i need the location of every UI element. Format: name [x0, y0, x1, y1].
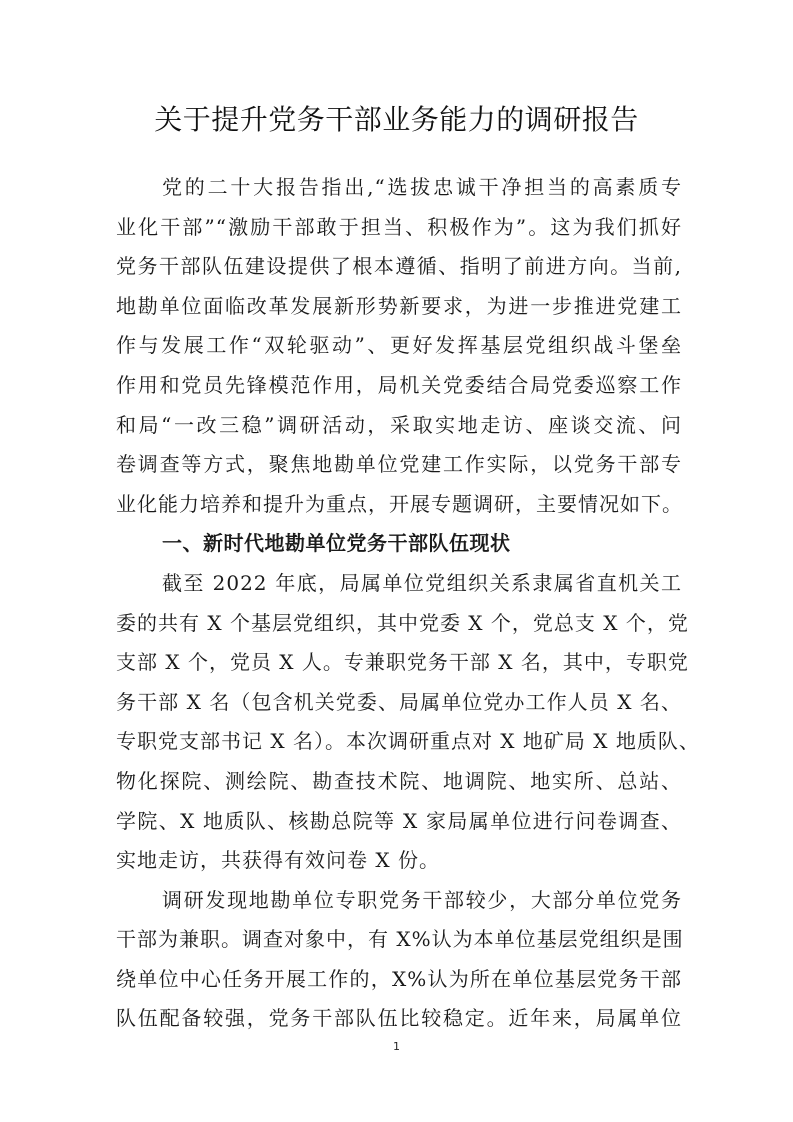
text-line: 实地走访，共获得有效问卷 X 份。: [116, 848, 440, 873]
text-line: 作用和党员先锋模范作用，局机关党委结合局党委巡察工作: [116, 372, 682, 397]
text-line: 务干部 X 名（包含机关党委、局属单位党办工作人员 X 名、: [116, 689, 682, 714]
paragraph-intro: [116, 168, 682, 524]
text-line: 党务干部队伍建设提供了根本遵循、指明了前进方向。当前,: [116, 254, 682, 279]
paragraph-findings: [116, 881, 682, 1039]
text-line: 绕单位中心任务开展工作的，X%认为所在单位基层党务干部: [116, 966, 682, 991]
text-line: 截至 2022 年底，局属单位党组织关系隶属省直机关工: [162, 570, 682, 595]
section-heading: 一、新时代地勘单位党务干部队伍现状: [162, 531, 511, 556]
text-line: 委的共有 X 个基层党组织，其中党委 X 个，党总支 X 个，党: [116, 610, 689, 635]
document-body: [116, 168, 700, 1039]
text-line: 地勘单位面临改革发展新形势新要求，为进一步推进党建工: [116, 293, 682, 318]
text-line: 业化能力培养和提升为重点，开展专题调研，主要情况如下。: [116, 491, 683, 516]
document-title: 关于提升党务干部业务能力的调研报告: [154, 103, 639, 136]
text-line: 卷调查等方式，聚焦地勘单位党建工作实际，以党务干部专: [116, 452, 682, 477]
text-line: 业化干部”“激励干部敢于担当、积极作为”。这为我们抓好: [116, 214, 682, 239]
text-line: 干部为兼职。调查对象中，有 X%认为本单位基层党组织是围: [116, 927, 684, 952]
text-line: 物化探院、测绘院、勘查技术院、地调院、地实所、总站、: [116, 768, 682, 793]
paragraph-status: [116, 564, 700, 881]
text-line: 调研发现地勘单位专职党务干部较少，大部分单位党务: [162, 887, 682, 912]
text-line: 专职党支部书记 X 名）。本次调研重点对 X 地矿局 X 地质队、: [116, 729, 700, 754]
page-number: 1: [393, 1040, 400, 1053]
text-line: 党的二十大报告指出,“选拔忠诚干净担当的高素质专: [162, 175, 682, 199]
text-line: 和局“一改三稳”调研活动，采取实地走访、座谈交流、问: [116, 412, 682, 437]
text-line: 支部 X 个，党员 X 人。专兼职党务干部 X 名，其中，专职党: [116, 650, 689, 675]
text-line: 作与发展工作“双轮驱动”、更好发挥基层党组织战斗堡垒: [116, 333, 682, 358]
text-line: 学院、X 地质队、核勘总院等 X 家局属单位进行问卷调查、: [116, 808, 682, 833]
text-line: 队伍配备较强，党务干部队伍比较稳定。近年来，局属单位: [116, 1006, 682, 1031]
